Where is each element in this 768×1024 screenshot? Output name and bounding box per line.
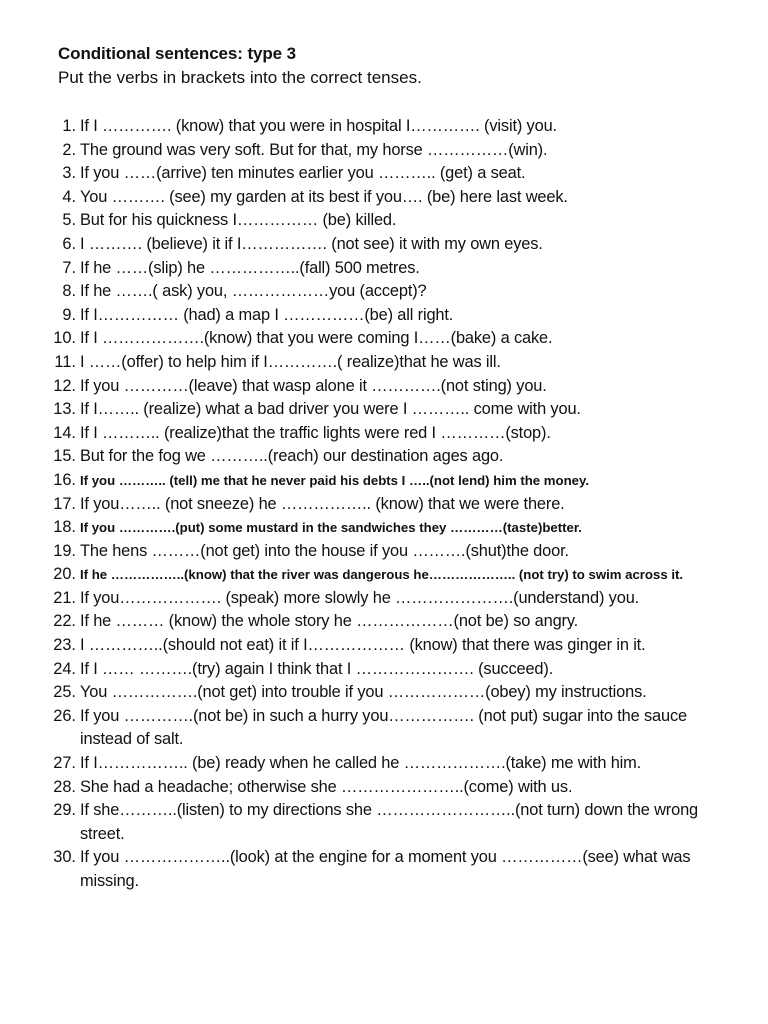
exercise-item [0,705,768,752]
exercise-sentence: If she………..(listen) to my directions she ……………………..(not turn) down the wrong street. [80,801,699,843]
exercise-sentence: If you ………….(put) some mustard in the sandwiches they …………(taste)better. [80,520,582,536]
exercise-item [0,469,768,493]
exercise-item [0,351,768,375]
exercise-number: 10. [53,329,76,348]
exercise-sentence: If I…………….. (be) ready when he called he ……………….(take) me with him. [80,754,642,773]
exercise-number: 29. [53,801,76,820]
exercise-sentence: If you ……(arrive) ten minutes earlier you ……….. (get) a seat. [80,164,526,183]
worksheet-title: Conditional sentences: type 3 [58,44,296,63]
exercise-number: 7. [62,258,76,277]
exercise-item [0,233,768,257]
exercise-item [0,209,768,233]
exercise-item [0,681,768,705]
exercise-number: 19. [53,541,76,560]
exercise-sentence: If he ……(slip) he ……………..(fall) 500 metres. [80,258,420,277]
exercise-number: 26. [53,706,76,725]
exercise-item [0,493,768,517]
exercise-sentence: If you…….. (not sneeze) he …………….. (know) that we were there. [80,494,565,513]
exercise-number: 24. [53,659,76,678]
exercise-item [0,776,768,800]
exercise-number: 16. [53,470,76,489]
exercise-number: 17. [53,494,76,513]
exercise-item [0,634,768,658]
exercise-number: 6. [62,234,76,253]
exercise-item [0,186,768,210]
exercise-sentence: If you …………(leave) that wasp alone it ………….(not sting) you. [80,376,547,395]
exercise-item [0,563,768,587]
exercise-item [0,280,768,304]
exercise-item [0,846,768,893]
exercise-number: 1. [62,117,76,135]
exercise-sentence: If you ………………..(look) at the engine for a moment you ……………(see) what was missing. [80,848,691,890]
exercise-number: 28. [53,777,76,796]
worksheet-instruction: Put the verbs in brackets into the correct tenses. [58,68,422,87]
exercise-number: 2. [62,140,76,159]
exercise-number: 21. [53,588,76,607]
exercise-number: 8. [62,282,76,301]
exercise-sentence: The ground was very soft. But for that, my horse ……………(win). [80,140,548,159]
exercise-sentence: If he ……………..(know) that the river was dangerous he……………….. (not try) to swim across it. [80,567,684,583]
exercise-number: 11. [54,352,76,371]
exercise-sentence: If I…….. (realize) what a bad driver you were I ……….. come with you. [80,400,581,419]
exercise-item [0,540,768,564]
exercise-number: 27. [53,754,76,773]
exercise-sentence: You …………….(not get) into trouble if you ………………(obey) my instructions. [80,683,647,702]
exercise-item [0,327,768,351]
exercise-sentence: If I ……….. (realize)that the traffic lights were red I …………(stop). [80,423,551,442]
exercise-sentence: If I…………… (had) a map I ……………(be) all right. [80,305,454,324]
exercise-sentence: If I …… ……….(try) again I think that I …………………. (succeed). [80,659,554,678]
exercise-item [0,304,768,328]
exercise-item [0,516,768,540]
exercise-sentence: But for his quickness I…………… (be) killed. [80,211,397,230]
exercise-sentence: If I …………. (know) that you were in hospital I…………. (visit) you. [80,117,557,135]
exercise-number: 30. [53,848,76,867]
exercise-sentence: You ………. (see) my garden at its best if you…. (be) here last week. [80,187,568,206]
exercise-item [0,658,768,682]
exercise-sentence: If you………………. (speak) more slowly he ………………….(understand) you. [80,588,640,607]
exercise-number: 15. [53,447,76,466]
exercise-number: 18. [53,518,76,537]
exercise-sentence: But for the fog we ………..(reach) our destination ages ago. [80,447,504,466]
exercise-item [0,752,768,776]
exercise-number: 4. [62,187,76,206]
exercise-sentence: If you ……….. (tell) me that he never paid his debts I …..(not lend) him the money. [80,472,589,488]
exercise-sentence: I ………. (believe) it if I……………. (not see) it with my own eyes. [80,234,543,253]
exercise-item [0,610,768,634]
exercise-item [0,422,768,446]
exercise-sentence: If I ……………….(know) that you were coming I……(bake) a cake. [80,329,553,348]
exercise-item [0,162,768,186]
exercise-item [0,375,768,399]
exercise-number: 13. [53,400,76,419]
exercise-item [0,257,768,281]
exercise-number: 5. [62,211,76,230]
exercise-item [0,115,768,139]
exercise-item [0,799,768,846]
exercise-item [0,587,768,611]
exercise-sentence: If he …….( ask) you, ………………you (accept)? [80,282,427,301]
exercise-number: 14. [53,423,76,442]
exercise-item [0,139,768,163]
exercise-sentence: The hens ………(not get) into the house if you ……….(shut)the door. [80,541,569,560]
exercise-number: 25. [53,683,76,702]
exercise-sentence: She had a headache; otherwise she …………………..(come) with us. [80,777,573,796]
exercise-number: 3. [62,164,76,183]
exercise-item [0,398,768,422]
exercise-sentence: I ……(offer) to help him if I………….( realize)that he was ill. [80,352,501,371]
exercise-number: 22. [53,612,76,631]
exercise-number: 12. [53,376,76,395]
exercise-list [0,115,768,894]
exercise-number: 23. [53,636,76,655]
exercise-sentence: If he ……… (know) the whole story he ………………(not be) so angry. [80,612,579,631]
exercise-sentence: If you ………….(not be) in such a hurry you……………. (not put) sugar into the sauce instead of salt. [80,706,687,749]
exercise-number: 9. [62,305,76,324]
exercise-number: 20. [53,565,76,584]
exercise-sentence: I …………..(should not eat) it if I……………… (know) that there was ginger in it. [80,636,646,655]
exercise-item [0,445,768,469]
